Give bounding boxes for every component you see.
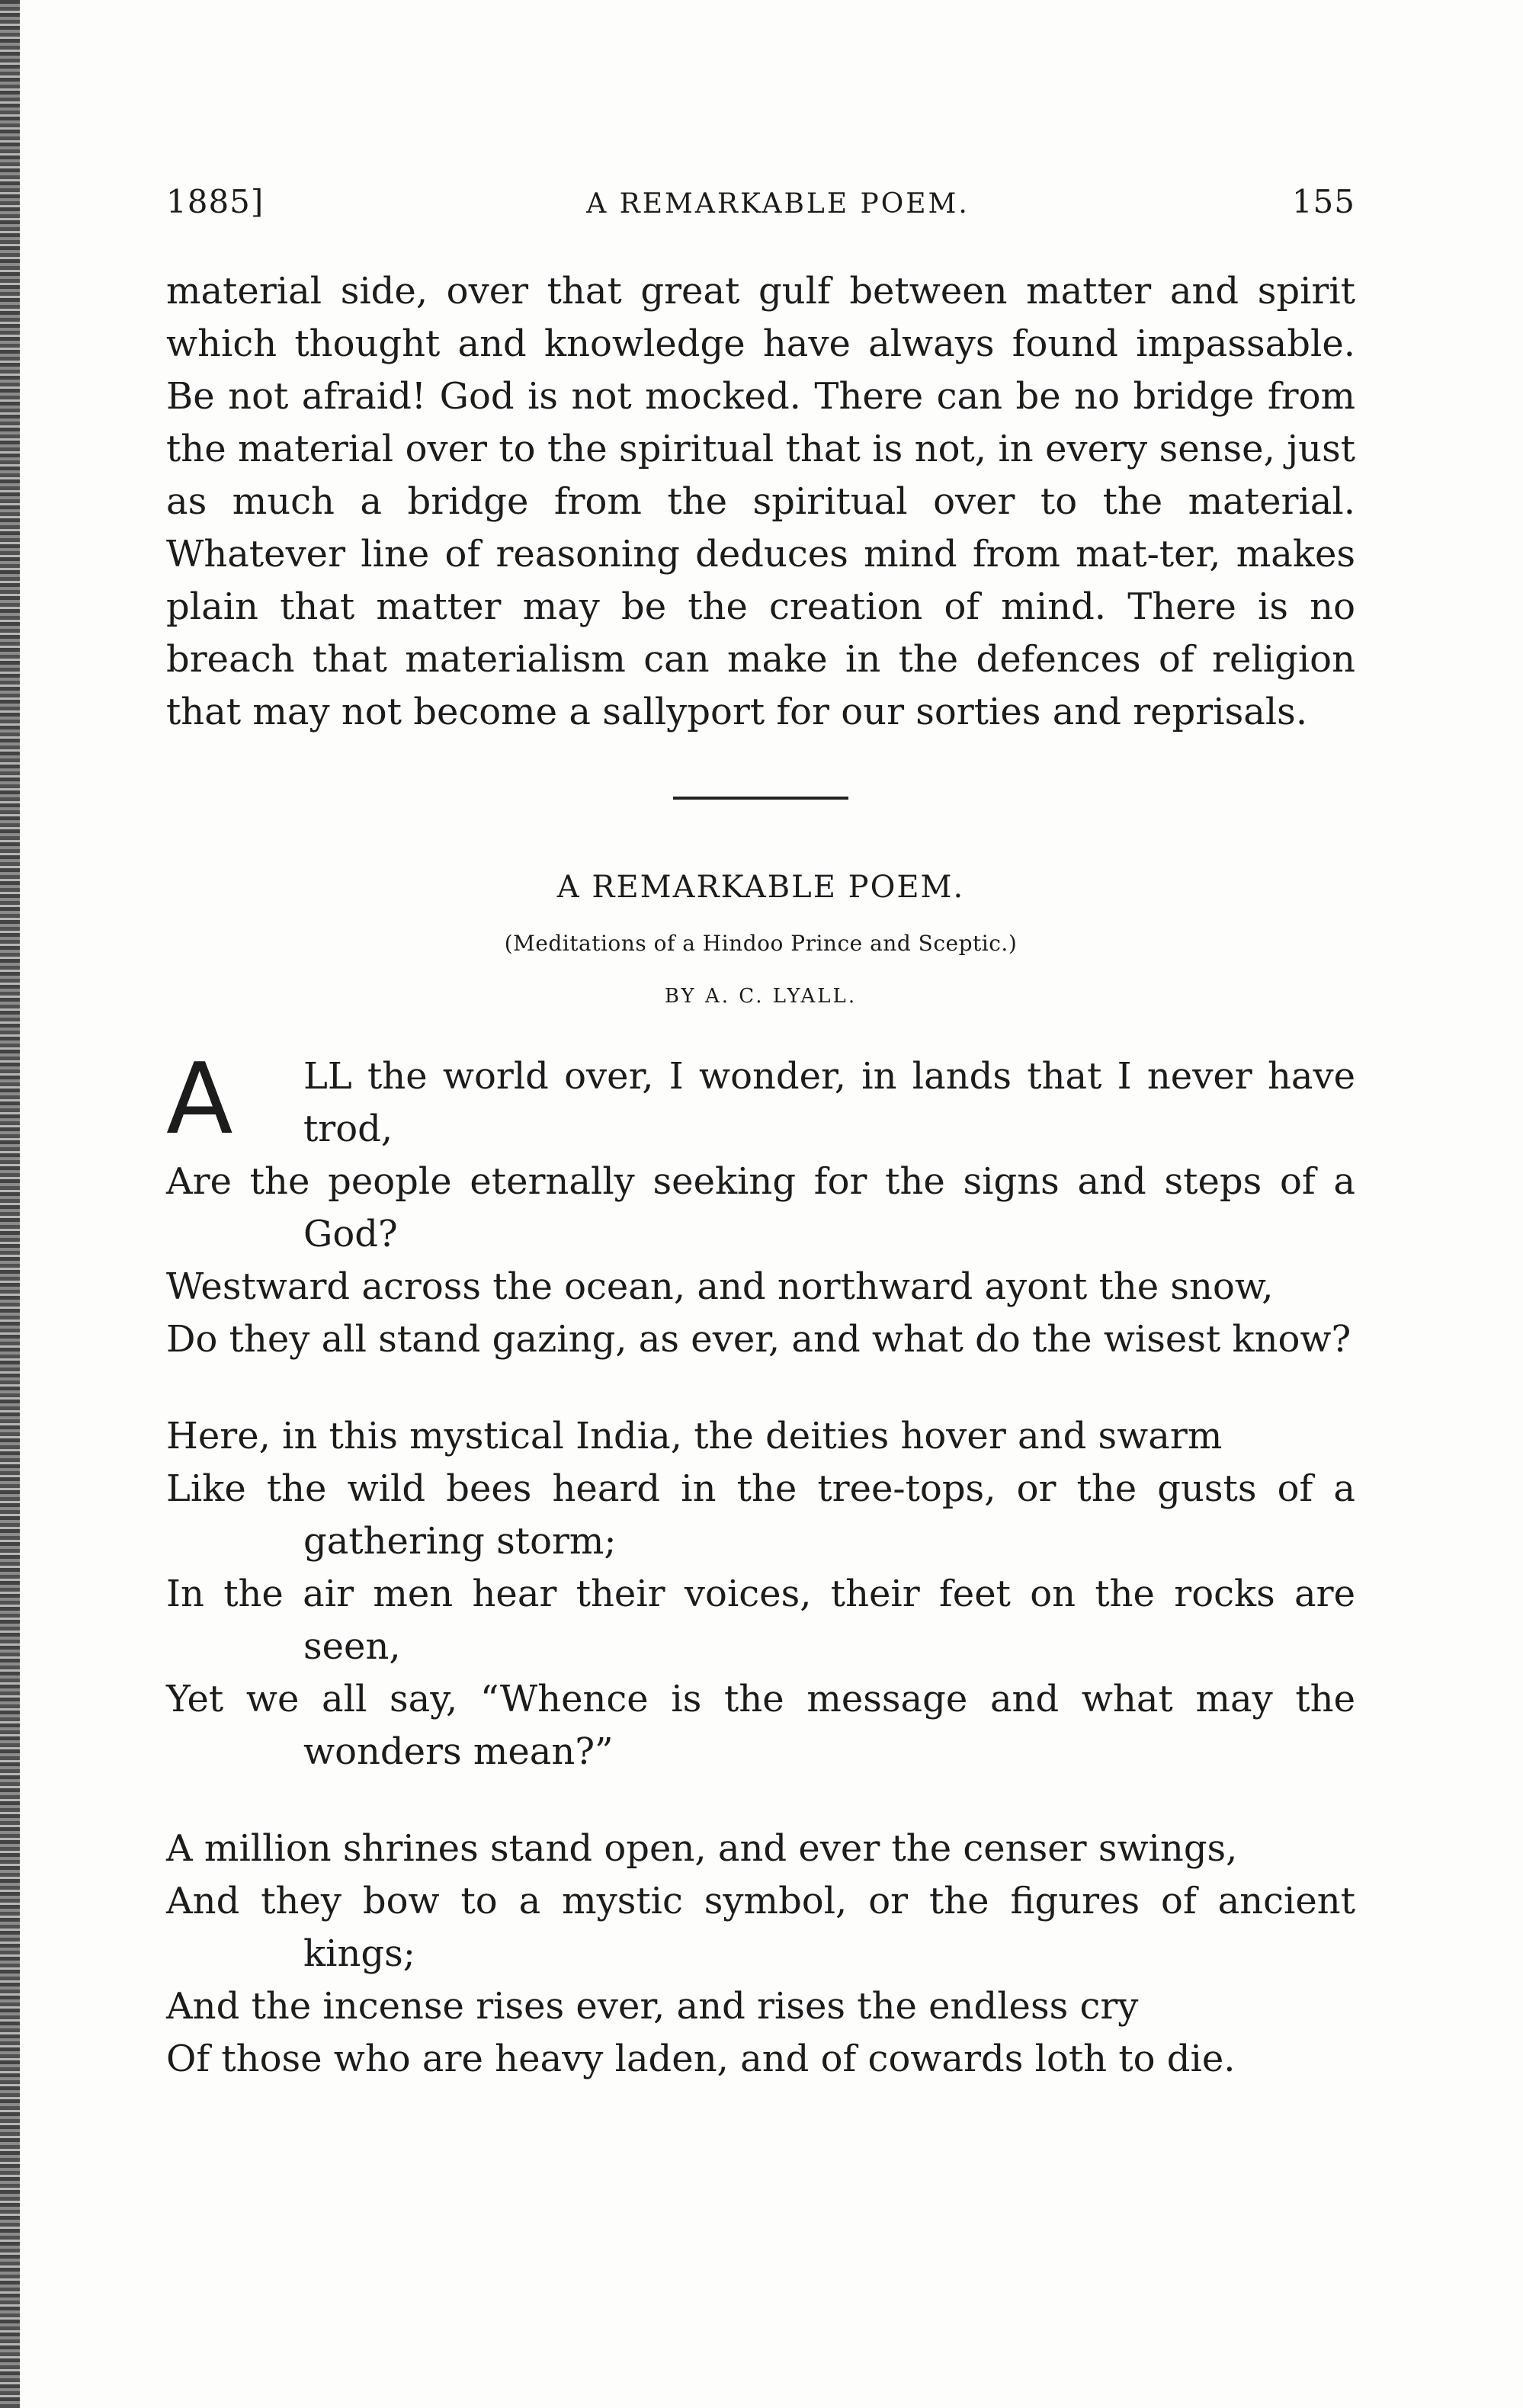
stanza-2 bbox=[166, 1410, 1355, 1778]
poem-line: Do they all stand gazing, as ever, and what do the wisest know? bbox=[166, 1318, 1351, 1361]
poem-subtitle: (Meditations of a Hindoo Prince and Sceptic.) bbox=[504, 931, 1018, 956]
binding-edge bbox=[0, 0, 20, 2408]
poem-line: In the air men hear their voices, their feet on the rocks are seen, bbox=[166, 1573, 1355, 1668]
prose-paragraph: material side, over that great gulf between matter and spirit which thought and knowledge have always found impassable. Be not afraid! God is not mocked. There can be no bridge from the material over to the spiritual that is not, in every sense, just as much a bridge from the spiritual over to the material. Whatever line of reasoning deduces mind from mat-ter, makes plain that matter may be the creation of mind. There is no breach that materialism can make in the defences of religion that may not become a sallyport for our sorties and reprisals. bbox=[166, 270, 1355, 733]
header-year: 1885] bbox=[166, 183, 265, 220]
poem-line-text: LL the world over, I wonder, in lands that I never have trod, bbox=[303, 1055, 1355, 1150]
stanza-1 bbox=[166, 1043, 1355, 1366]
page-number: 155 bbox=[1291, 183, 1355, 220]
prose-block bbox=[166, 265, 1355, 739]
poem-line: Westward across the ocean, and northward ayont the snow, bbox=[166, 1265, 1274, 1308]
poem-line: And the incense rises ever, and rises the endless cry bbox=[166, 1985, 1139, 2028]
poem-line bbox=[166, 1043, 1355, 1156]
header-title: A REMARKABLE POEM. bbox=[586, 188, 970, 220]
stanza-3 bbox=[166, 1823, 1355, 2086]
poem-line: Yet we all say, “Whence is the message and what may the wonders mean?” bbox=[166, 1678, 1355, 1773]
drop-cap: A bbox=[166, 1043, 233, 1156]
poem-body bbox=[166, 1043, 1355, 2086]
poem-line: Of those who are heavy laden, and of cowards loth to die. bbox=[166, 2038, 1236, 2080]
book-page bbox=[166, 183, 1355, 2130]
poem-line: A million shrines stand open, and ever the censer swings, bbox=[166, 1827, 1238, 1870]
poem-byline: BY A. C. LYALL. bbox=[664, 985, 858, 1008]
poem-line: Here, in this mystical India, the deities hover and swarm bbox=[166, 1415, 1223, 1457]
poem-line: Like the wild bees heard in the tree-tops, or the gusts of a gathering storm; bbox=[166, 1467, 1355, 1563]
running-head bbox=[166, 183, 1355, 236]
poem-line: And they bow to a mystic symbol, or the figures of ancient kings; bbox=[166, 1880, 1355, 1975]
poem-title: A REMARKABLE POEM. bbox=[556, 870, 965, 905]
section-divider bbox=[673, 797, 848, 800]
poem-line: Are the people eternally seeking for the signs and steps of a God? bbox=[166, 1160, 1355, 1255]
